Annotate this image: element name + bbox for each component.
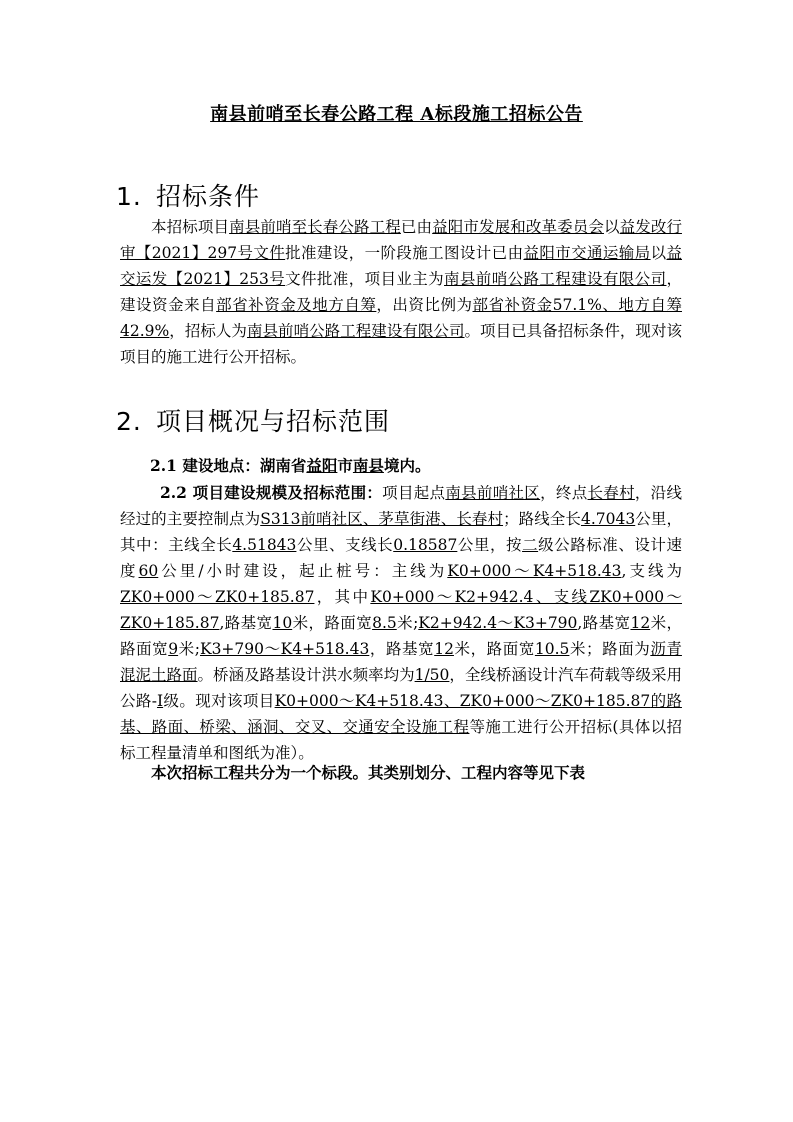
underlined-text: K0+000～K2+942.4、支线ZK0+000～ZK0+185.87 — [120, 588, 682, 632]
text-run: 。桥涵及路基设计洪水频率均为 — [197, 666, 415, 684]
underlined-text: 二 — [522, 536, 539, 554]
text-run: 文件批准，项目业主为 — [285, 270, 445, 288]
text-run: 境内。 — [383, 456, 431, 475]
underlined-text: K2+942.4～K3+790 — [418, 614, 578, 632]
text-run: 等施工进行公开招标(具体以招标工程量清单和图纸为准）。 — [120, 718, 682, 762]
text-run: 米，路面宽 — [292, 614, 373, 632]
document-title: 南县前哨至长春公路工程 A标段施工招标公告 — [210, 104, 583, 125]
text-run: ，路基宽 — [369, 640, 435, 658]
underlined-text: K0+000～K4+518.43 — [447, 562, 622, 580]
underlined-text: S313前哨社区、茅草街港、长春村 — [260, 510, 504, 528]
text-run: 公里、支线长 — [296, 536, 394, 554]
text-run: 市 — [337, 456, 353, 475]
text-run: ，终点 — [540, 484, 588, 502]
text-run: 。项目已具备招标条件，现对该项目的施工进行公开招标。 — [120, 322, 682, 366]
text-run: 公里，按 — [457, 536, 523, 554]
underlined-text: ZK0+000～ZK0+185.87 — [120, 588, 315, 606]
underlined-text: 4.51843 — [232, 536, 297, 554]
text-run: ，出资比例为 — [376, 296, 473, 314]
text-run: ；路线全长 — [503, 510, 581, 528]
text-run: 以 — [650, 244, 667, 262]
section-1-heading — [116, 177, 260, 213]
text-run: 米；路面为 — [569, 640, 651, 658]
subsection-2-1-text — [260, 456, 431, 475]
text-run: ,路基宽 — [577, 614, 631, 632]
underlined-text: K3+790～K4+518.43 — [199, 640, 370, 658]
underlined-text: 4.7043 — [580, 510, 636, 528]
text-run: ，建设资金来自 — [120, 270, 682, 314]
underlined-text: 12 — [434, 640, 454, 658]
section-1-number: 1. — [116, 182, 142, 211]
underlined-text: 的路基、路面、桥梁、涵洞、交叉、交通安全设施工程 — [120, 692, 682, 736]
text-run: 以 — [603, 218, 620, 236]
underlined-text: 南县前哨社区 — [445, 484, 541, 502]
underlined-text: 长春村 — [587, 484, 635, 502]
text-run: 级公路标准、设计速度 — [120, 536, 682, 580]
underlined-text: 南县 — [352, 456, 384, 475]
underlined-text: 1/50 — [414, 666, 450, 684]
underlined-text: 南县前哨至长春公路工程 — [229, 218, 401, 236]
section-2-heading — [116, 402, 390, 438]
section-2-title: 项目概况与招标范围 — [156, 407, 391, 436]
underlined-text: 部省补资金57.1%、地方自筹42.9% — [120, 296, 682, 340]
underlined-text: 益交运发【2021】253号 — [120, 244, 682, 288]
underlined-text: 南县前哨公路工程建设有限公司 — [444, 270, 667, 288]
text-run: 公里/小时建设，起止桩号：主线为 — [158, 562, 448, 580]
underlined-text: 益阳市交通运输局 — [523, 244, 651, 262]
text-run: 公里，其中：主线全长 — [120, 510, 682, 554]
text-run: ,路基宽 — [219, 614, 273, 632]
underlined-text: 沥青混泥土路面 — [120, 640, 682, 684]
text-run: 米，路面宽 — [120, 614, 682, 658]
closing-line: 本次招标工程共分为一个标段。其类别划分、工程内容等见下表 — [151, 763, 586, 782]
text-run: ，全线桥涵设计汽车荷载等级采用公路- — [120, 666, 682, 710]
text-run: 本招标项目 — [151, 218, 230, 236]
text-run: ,支线为 — [621, 562, 682, 580]
section-1-title: 招标条件 — [156, 182, 261, 211]
subsection-2-1 — [120, 453, 682, 479]
text-run: ，招标人为 — [169, 322, 247, 340]
text-run: ，其中 — [314, 588, 371, 606]
underlined-text: I — [156, 692, 164, 710]
text-run: 米，路面宽 — [453, 640, 535, 658]
underlined-text: 益阳 — [306, 456, 338, 475]
section-1-paragraph — [120, 214, 682, 370]
underlined-text: 0.18587 — [393, 536, 458, 554]
underlined-text: 10.5 — [534, 640, 570, 658]
underlined-text: 益发改行审【2021】297号文件 — [120, 218, 682, 262]
underlined-text: 60 — [138, 562, 159, 580]
subsection-2-2 — [120, 480, 682, 766]
subsection-2-2-label: 2.2 项目建设规模及招标范围： — [160, 483, 383, 502]
text-run: 级。现对该项目 — [163, 692, 275, 710]
text-run: 湖南省 — [259, 456, 307, 475]
underlined-text: 益阳市发展和改革委员会 — [432, 218, 604, 236]
text-run: ，沿线经过的主要控制点为 — [120, 484, 682, 528]
subsection-2-2-text — [120, 484, 682, 762]
underlined-text: 10 — [272, 614, 293, 632]
text-run: 米; — [178, 640, 200, 658]
underlined-text: 12 — [630, 614, 651, 632]
underlined-text: 9 — [168, 640, 179, 658]
text-run: 米; — [396, 614, 419, 632]
underlined-text: 8.5 — [372, 614, 397, 632]
text-run: 批准建设，一阶段施工图设计已由 — [285, 244, 524, 262]
underlined-text: K0+000～K4+518.43、ZK0+000～ZK0+185.87 — [274, 692, 651, 710]
underlined-text: 部省补资金及地方自筹 — [216, 296, 377, 314]
underlined-text: 南县前哨公路工程建设有限公司 — [246, 322, 465, 340]
text-run: 项目起点 — [382, 484, 446, 502]
section-2-number: 2. — [116, 407, 142, 436]
subsection-2-1-label: 2.1 建设地点： — [150, 456, 260, 475]
text-run: 已由 — [400, 218, 433, 236]
